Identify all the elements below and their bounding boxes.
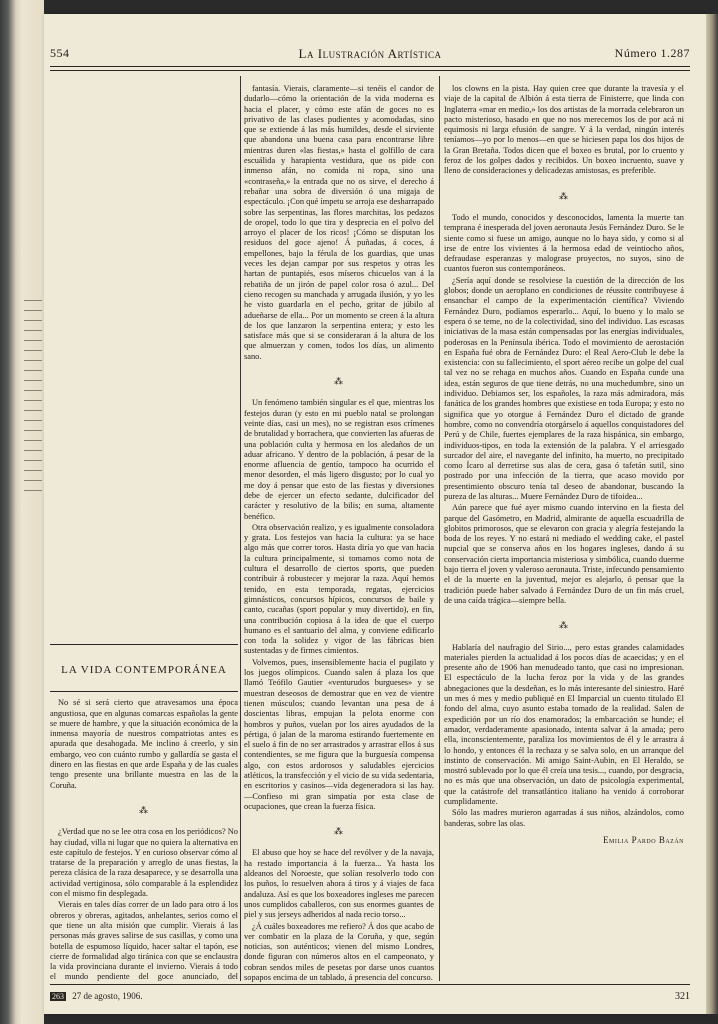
paragraph: los clowns en la pista. Hay quien cree que durante la travesía y el viaje de la capital de Albión á esta tierra de Finisterre, que linda con Inglaterra «mar en medio,» los dos artistas de la morrada celebraron un pacto misterioso, basado en que no nos merecemos los de por acá ni equimosis ni larga efusión de sangre. Y á la verdad, ningún interés teníamos—yo por lo menos—en que se hiciesen papa los dos hijos de la Gran Bretaña. Todos dicen que el boxeo es brutal, por lo cruento y feroz de los golpes dados y recibidos. Un boxeo incruento, suave y lleno de consideraciones y delicadezas amistosas, es preferible. <box>444 84 684 176</box>
ornament: ⁂ <box>139 804 149 815</box>
page-number: 554 <box>50 46 70 60</box>
paragraph: Sólo las madres murieron agarradas á sus niños, alzándolos, como banderas, sobre las olas. <box>444 808 684 828</box>
issue-number: Número 1.287 <box>614 46 690 60</box>
folio-number: 321 <box>675 991 690 1002</box>
column-divider <box>439 76 440 981</box>
publication-date: 27 de agosto, 1906. <box>72 991 143 1001</box>
paragraph: ¿Á cuáles boxeadores me refiero? Á dos que acabo de ver combatir en la plaza de la Coruña, y que, según noticias, son auténticos; vienen del mismo Londres, donde figuran con números altos en el campeonato, y cobran sendos miles de pesetas por darse unos cuantos sopapos encima de un tablado, á presencia del concurso. <box>244 921 434 983</box>
footer-rule <box>50 984 690 985</box>
ornament: ⁂ <box>334 376 344 387</box>
header-rule-thin <box>50 70 690 71</box>
paragraph: Otra observación realizo, y es igualmente consoladora y grata. Los festejos van hacia la cultura: ya se hace algo más que correr toros. Hasta diría yo que van hacia la cultura principalmente, si tomamos como nota de cultura el desarrollo de ciertos sports, que pueden contribuir á robustecer y mejorar la raza. Aquí hemos tenido, en esta temporada, regatas, ejercicios gimnásticos, concursos hípicos, concursos de baile y canto, cucañas (sport popular y muy divertido), en fin, una contribución copiosa á la idea de que el cuerpo humano es el santuario del alma, y conviene edificarlo con toda la solidez y vigor de las fábricas bien sustentadas y de firmes cimientos. <box>244 522 434 656</box>
paragraph: Aún parece que fué ayer mismo cuando intervino en la fiesta del parque del Gasómetro, en Madrid, almirante de aquella escuadrilla de globitos primorosos, que se elevaron con gracia y alegría festejando la boda de los reyes. Y no estará ni mediado el wedding cake, el pastel nupcial que se conserva años en los hogares ingleses, dando á su conservación cierta importancia misteriosa y simbólica, cuando duerme bajo tierra el joven y valeroso aeronauta. Triste, infecundo pensamiento el de la muerte en la juventud, mejor es alejarlo, ó pensar que la tradición puede haber salvado á Fernández Duro de un fin más cruel, de una caída trágica—siempre bella. <box>444 503 684 605</box>
column-2 <box>244 84 434 984</box>
blank-area <box>50 84 238 644</box>
paragraph: fantasía. Vierais, claramente—si tenéis el candor de dudarlo—cómo la orientación de la vida moderna es hacia el placer, y cómo este afán de goces no es privativo de las clases pudientes y acomodadas, sino que se extiende á las más humildes, desde el sirviente que abandona una buena casa para encontrarse libre mientras duren «las fiestas,» hasta el golfillo de cara escuálida y harapienta vestidura, que os pide con inmenso afán, no comida ni ropa, sino una «contraseña,» la entrada que no os sirve, el derecho á rebañar una sobra de diversión ó una migaja de espectáculo. ¡Con qué ímpetu se arroja ese desharrapado sobre las serpentinas, las flores marchitas, los pedazos de oropel, todo lo que tira y desprecia en el polvo del arroyo el placer de los ricos! ¡Cómo se disputan los residuos del goce ajeno! Á puñadas, á coces, á empellones, bajo la férula de los guardias, que unas veces les dejan campar por sus respetos y otras les hartan de puntapiés, esos míseros chicuelos van á la rebatiña de un jirón de papel color rosa ó azul... Del cieno recogen su manchada y arrugada ilusión, y yo les he visto guardarla en el pecho, gritar de júbilo al adueñarse de ella... Por un momento se creen á la altura de los que lanzaron la serpentina entera; y esto les satisface más que si se consideraran á la altura de los que almuerzan y comen, todos los días, un alimento sano. <box>244 84 434 361</box>
column-divider <box>240 76 241 981</box>
paragraph: No sé si será cierto que atravesamos una época angustiosa, que en algunas comarcas españolas la gente se muere de hambre, y que la situación económica de la inmensa mayoría de nuestros compatriotas antes es apurada que desahogada. Me inclino á creerlo, y sin embargo, veo con cuánto rumbo y gallardía se gasta el dinero en las fiestas en que arde España y de las cuales tengo presente una brillante muestra en las de la Coruña. <box>50 698 238 790</box>
column-1 <box>50 84 238 984</box>
column-3 <box>444 84 684 984</box>
paragraph: Un fenómeno también singular es el que, mientras los festejos duran (y esto en mi pueblo natal se prolongan veinte días, casi un mes), no se registran esos crímenes de brutalidad y borrachera, que convierten las afueras de una población culta y hermosa en los aledaños de un aduar africano. Y dentro de la población, á pesar de la enorme afluencia de gentío, tampoco ha ocurrido el menor desorden, el más ligero disgusto; por lo cual yo me doy á pensar que esto de las fiestas y diversiones debe de ejercer un efecto sedante, dulcificador del carácter y resolutivo de la bilis; en suma, altamente benéfico. <box>244 398 434 521</box>
ornament: ⁂ <box>559 620 569 631</box>
paragraph: Volvemos, pues, insensiblemente hacia el pugilato y los juegos olímpicos. Cuando salen á plaza los que llamó Teófilo Gautier «venturudos burgueses» y se muestran deseosos de demostrar que en vez de vientre tienen músculos; cuando levantan una pesa de á doscientas libras, empujan la pelota enorme con hombros y puños, vuelan por los aires ayudados de la pértiga, ó jalan de la maroma estirando fuertemente en el suelo á fin de no ser arrastrados y arrastrar ellos á sus contendientes, se me figura que la burguesía compensa algo, con estos ardorosos y saludables ejercicios atléticos, la transfección y el vicio de su vida sedentaria, en escritorios y casinos—vida degeneradora si las hay.—Confieso mi gran simpatía por esta clase de ocupaciones, que crean la fuerza física. <box>244 657 434 811</box>
paragraph: ¿Verdad que no se lee otra cosa en los periódicos? No hay ciudad, villa ni lugar que no quiera la alternativa en este capítulo de festejos. Y en curioso observar cómo al tratarse de la preparación y arreglo de unas fiestas, la pereza clásica de la raza desaparece, y se desarrolla una actividad vertiginosa, sólo comparable á la esplendidez con el mismo fin desplegada. <box>50 827 238 899</box>
paragraph: Todo el mundo, conocidos y desconocidos, lamenta la muerte tan temprana é inesperada del joven aeronauta Jesús Fernández Duro. Se le siente como si fuese un amigo, aunque no lo haya sido, y como si al irse de entre los vivientes á la hermosa edad de veintiocho años, defraudase esperanzas y malograse proyectos, no suyos, sino de cuantos fueron sus contemporáneos. <box>444 212 684 274</box>
previous-page-edge <box>24 300 42 500</box>
paragraph: Vierais en tales días correr de un lado para otro á los obreros y obreras, agitados, anhelantes, serios como el que tiene un alta misión que cumplir. Vierais á las personas más graves salirse de sus casillas, y como una botella de espumoso líquido, hacer saltar el tapón, ese cierre de formalidad algo tiránica con que se enclaustra la vida provinciana durante el invierno. Vierais á todo el mundo pendiente del goce anunciado, del <box>50 900 238 982</box>
masthead-title: La Ilustración Artística <box>298 46 442 61</box>
section-heading-box <box>50 644 238 692</box>
page-edge <box>706 14 718 1014</box>
section-title: LA VIDA CONTEMPORÁNEA <box>61 664 227 676</box>
book-spine <box>0 0 44 1024</box>
page-footer <box>50 991 690 1001</box>
paragraph: ¿Sería aquí donde se resolviese la cuestión de la dirección de los globos; donde un aeroplano en condiciones de réussite contribuyese á ensanchar el campo de la experimentación científica? Viviendo Fernández Duro, podíamos esperarlo... Aquí, lo bueno y lo malo se espera ó se teme, no de la colectividad, sino del individuo. Las escasas iniciativas de la masa están compensadas por las energías individuales, poderosas en la Península ibérica. Todo el movimiento de aerostación en España fué obra de Fernández Duro: el Real Aero-Club le debe la existencia: con su fallecimiento, el sport aéreo recibe un golpe del cual tal vez no se rehaga en muchos años. Cuando en España cunde una idea, están seguros de que tiene detrás, no una muchedumbre, sino un individuo. Debiamos ser, los españoles, la raza más admiradora, más fanática de los grandes hombres que existiese en toda Europa; y esto no significa que yo otorgue á Fernández Duro el dictado de grande hombre, como no convendría otorgárselo á aquellos conquistadores del Perú y de Chile, fuertes ejemplares de la raza hispánica, sin embargo, individuos-tipos, en toda la extensión de la palabra. Y el arriesgado surcador del aire, el navegante del infinito, ha muerto, no precipitado como Ícaro al derretirse sus alas de cera, gasa ó tafetán sutil, sino postrado por una infección de la tierra, que acaso movido por presentimiento obscuro tenía tal deseo de abandonar, buscando la pureza de las alturas... Muere Fernández Duro de tifoidea... <box>444 275 684 501</box>
page-header <box>50 42 690 64</box>
header-rule <box>50 66 690 67</box>
volume-badge: 263 <box>52 992 64 1001</box>
paragraph: Hablaría del naufragio del Sirio..., pero estas grandes calamidades materiales pierden la actualidad á los pocos días de acaecidas; y en el presente año de 1906 han menudeado tanto, que casi no impresionan. El espectáculo de la lucha feroz por la vida y de las grandes abnegaciones que la desdeñan, es lo más interesante del siniestro. Haré un mes ó mes y medio publiqué en El Imparcial un cuento titulado El fondo del alma, cuyo asunto estaba tomado de la realidad. Salen de expedición por un río dos enamorados; la embarcación se hunde; el amador, verdaderamente apasionado, intenta salvar á la amada; pero ella, inconscientemente, paraliza los movimientos de él y le arrastra á lo hondo, y entonces él la rechaza y se salva solo, en un arranque del instinto de conservación. Mi amigo Saint-Aubin, en El Heraldo, se mostró sublevado por lo que él creía una tesis..., cuando, por desgracia, no es más que una observación, un dato de psicología experimental, que la catástrofe del transatlántico italiano ha venido á corroborar cumplidamente. <box>444 642 684 806</box>
paragraph: El abuso que hoy se hace del revólver y de la navaja, ha restado importancia á la fuerza... Ya hasta los aldeanos del Noroeste, que solían resolverlo todo con los puños, lo resuelven ahora á tiros y á viajes de faca andaluza. Así es que los boxeadores ingleses me parecen unos cumplidos caballeros, con sus enormes guantes de piel y sus jerseys adheridos al nada recio torso... <box>244 848 434 920</box>
author-signature: Emilia Pardo Bazán <box>603 834 684 845</box>
ornament: ⁂ <box>334 826 344 837</box>
newspaper-page <box>44 14 706 1014</box>
ornament: ⁂ <box>559 190 569 201</box>
